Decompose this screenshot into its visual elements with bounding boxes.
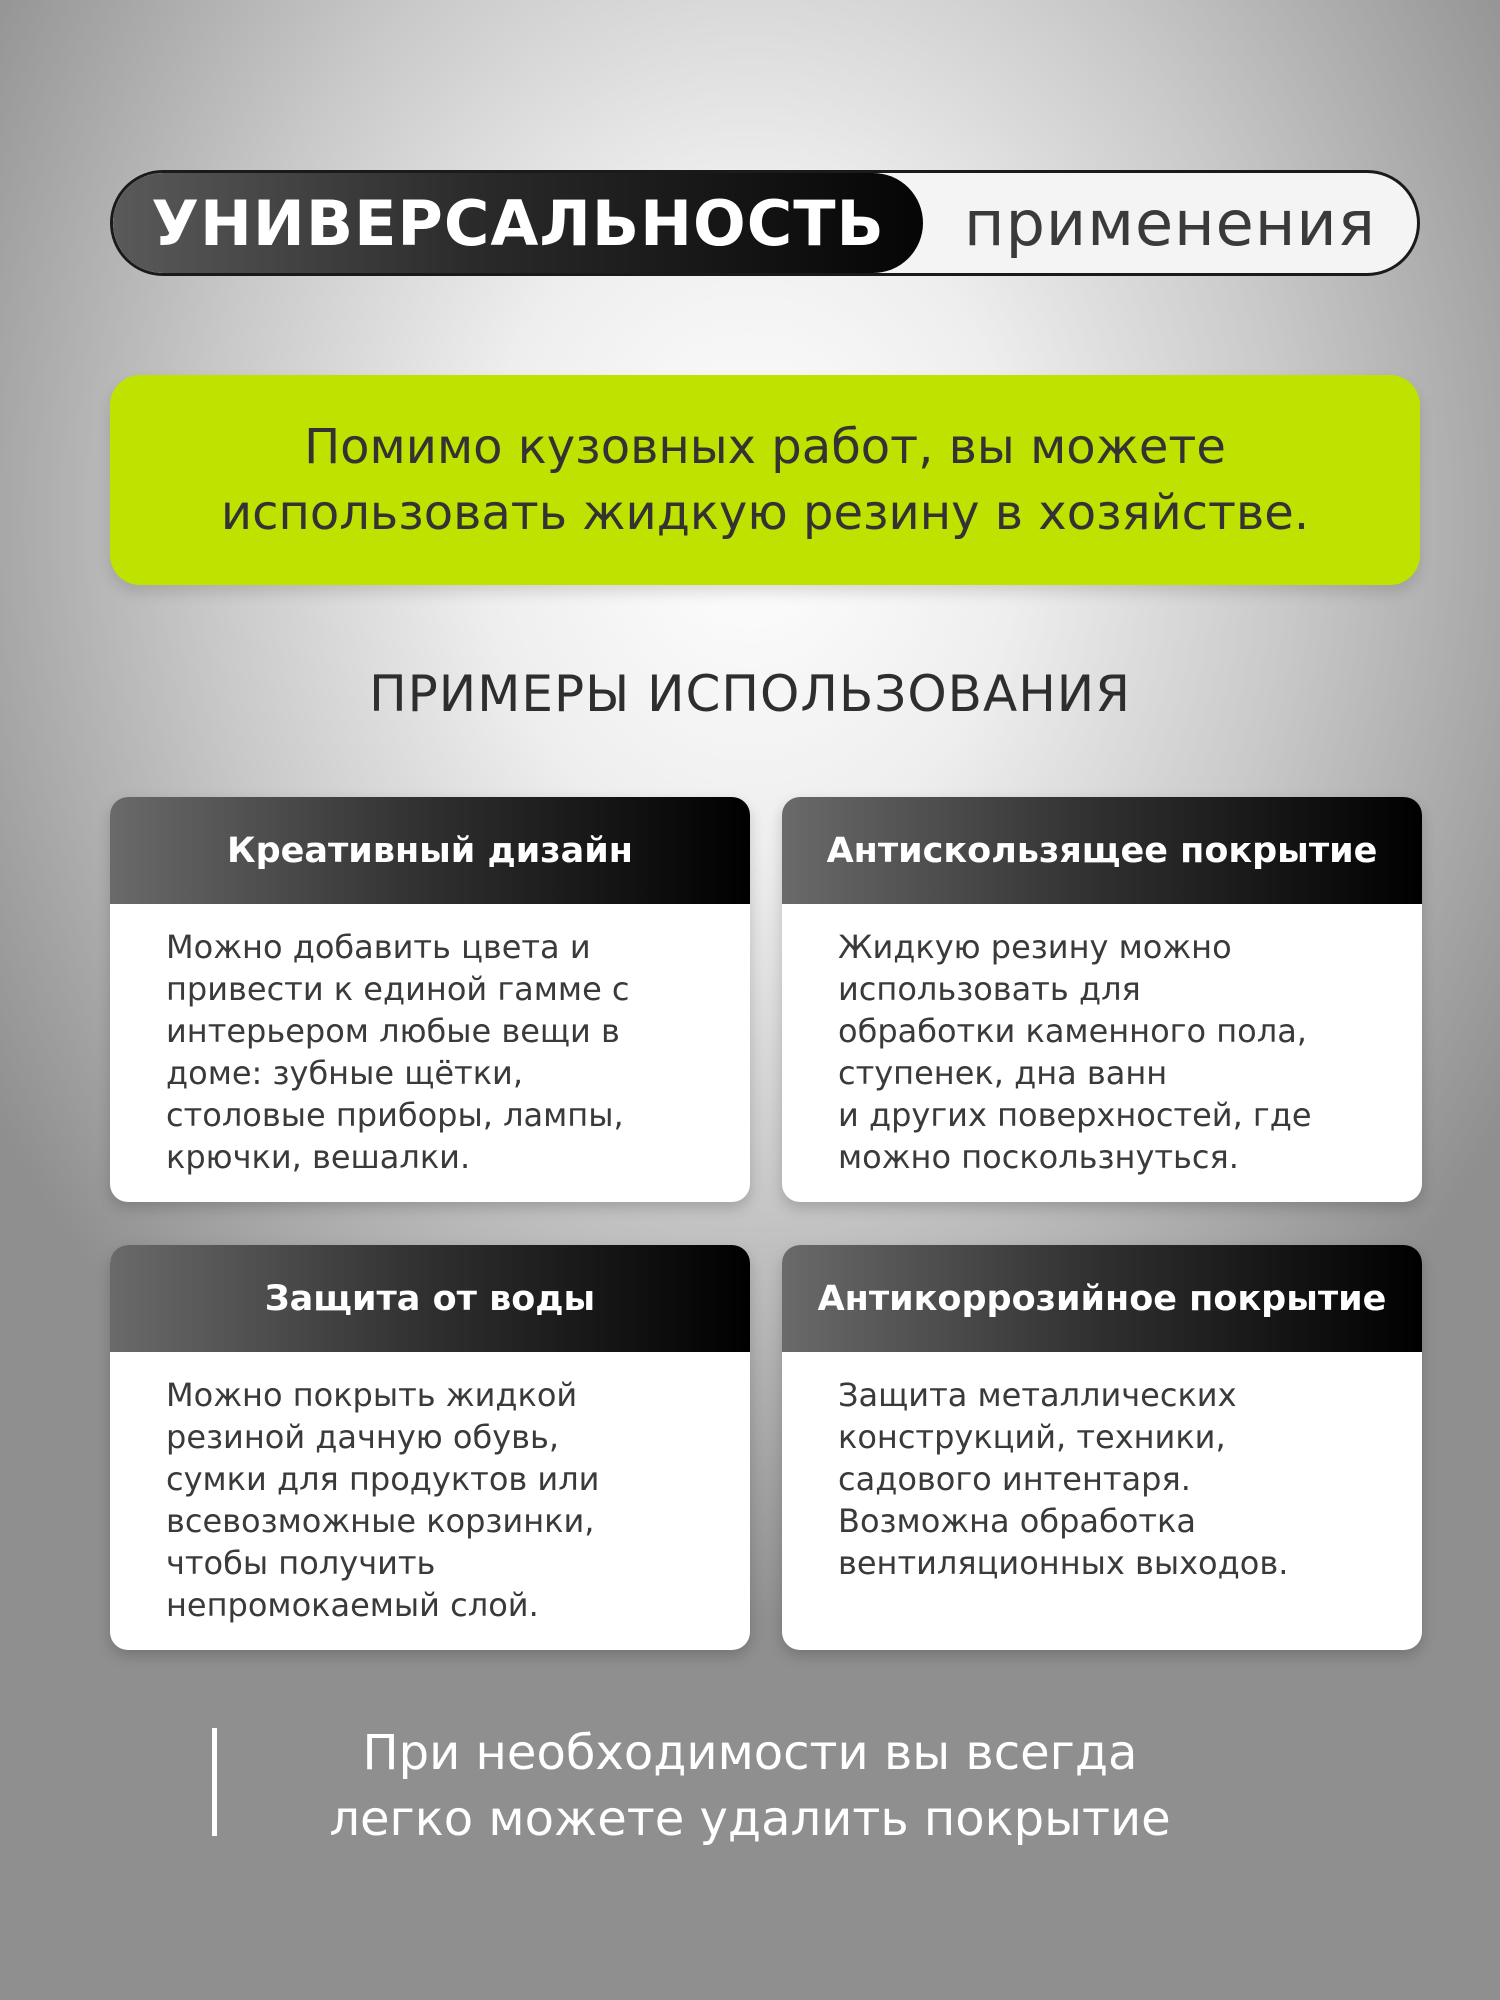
card-text-line: ступенек, дна ванн (838, 1054, 1168, 1092)
card-text-line: Жидкую резину можно (838, 928, 1232, 966)
card-text-line: чтобы получить (166, 1544, 436, 1582)
card-text-line: конструкций, техники, (838, 1418, 1226, 1456)
title-sub: применения (964, 186, 1376, 260)
card-text-line: Возможна обработка (838, 1502, 1196, 1540)
card-title: Антискользящее покрытие (782, 797, 1422, 904)
section-title: ПРИМЕРЫ ИСПОЛЬЗОВАНИЯ (369, 665, 1131, 723)
footer-line-2: легко можете удалить покрытие (329, 1791, 1171, 1847)
card-text-line: и других поверхностей, где (838, 1096, 1312, 1134)
card-text-line: можно поскользнуться. (838, 1138, 1239, 1176)
lead-line-1: Помимо кузовных работ, вы можете (304, 419, 1226, 475)
card-anti-corrosion (782, 1245, 1422, 1650)
card-anti-slip (782, 797, 1422, 1202)
card-text-line: доме: зубные щётки, (166, 1054, 523, 1092)
title-main: УНИВЕРСАЛЬНОСТЬ (151, 186, 885, 260)
card-text-line: резиной дачную обувь, (166, 1418, 560, 1456)
card-title: Креативный дизайн (110, 797, 750, 904)
card-creative-design (110, 797, 750, 1202)
card-body (110, 904, 750, 1178)
card-text-line: крючки, вешалки. (166, 1138, 471, 1176)
card-text-line: использовать для (838, 970, 1141, 1008)
card-text-line: Защита металлических (838, 1376, 1237, 1414)
card-title: Антикоррозийное покрытие (782, 1245, 1422, 1352)
card-text-line: столовые приборы, лампы, (166, 1096, 624, 1134)
card-body (110, 1352, 750, 1626)
card-text-line: Можно покрыть жидкой (166, 1376, 578, 1414)
footer-divider (212, 1728, 217, 1836)
title-banner (110, 170, 1420, 276)
card-text-line: непромокаемый слой. (166, 1586, 539, 1624)
card-text-line: сумки для продуктов или (166, 1460, 600, 1498)
lead-banner (110, 375, 1420, 585)
card-body (782, 1352, 1422, 1584)
card-water-protection (110, 1245, 750, 1650)
card-text-line: всевозможные корзинки, (166, 1502, 595, 1540)
card-text-line: привести к единой гамме с (166, 970, 630, 1008)
card-text-line: интерьером любые вещи в (166, 1012, 620, 1050)
footer-line-1: При необходимости вы всегда (362, 1725, 1138, 1781)
card-text-line: вентиляционных выходов. (838, 1544, 1289, 1582)
card-text-line: Можно добавить цвета и (166, 928, 591, 966)
card-title: Защита от воды (110, 1245, 750, 1352)
card-text-line: обработки каменного пола, (838, 1012, 1307, 1050)
title-main-block (113, 173, 923, 273)
card-text-line: садового интентаря. (838, 1460, 1191, 1498)
footer-note (220, 1720, 1280, 1852)
lead-line-2: использовать жидкую резину в хозяйстве. (220, 485, 1310, 541)
card-body (782, 904, 1422, 1178)
